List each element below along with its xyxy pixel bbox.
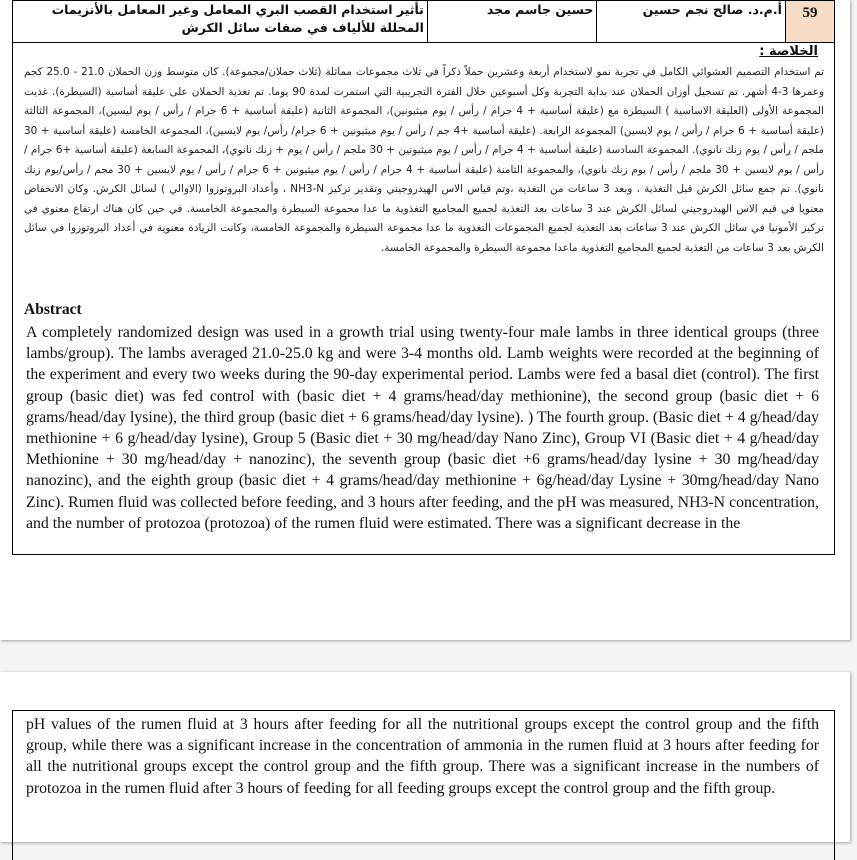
article-title: تأثير استخدام القصب البري المعامل وغير المعامل بالأنزيمات المحللة للألياف في صفات سائل الكرش xyxy=(13,1,428,43)
author-name-1: أ.م.د. صالح نجم حسين xyxy=(597,1,785,43)
arabic-abstract-body: تم استخدام التصميم العشوائي الكامل في تجربة نمو لاستخدام أربعة وعشرين حملاً ذكراً في ثلاث مجموعات مماثلة (ثلاث حملان/مجموعة). كان متوسط وزن الحملان 21.0 - 25.0 كجم وعمرها 3-4 أشهر. تم تسجيل أوزان الحملان عند بداية التجربة وكل أسبوعين خلال الفترة التجريبية التي استمرت لمدة 90 يوما. تم تغذية الحملان على عليقة أساسية (السيطرة). غذيت المجموعة الأولى (العليقة الاساسية ) السيطرة مع (عليقة أساسية + 4 جرام / رأس / يوم ميثيونين)، المجموعة الثانية (عليقة أساسية + 6 جرام / رأس / يوم ليسين)، المجموعة الثالثة (عليقة أساسية + 6 جرام / رأس / يوم لايسين) المجموعة الرابعة. (عليقة أساسية +4 جم / رأس / يوم ميثيونين + 6 جرام/ رأس/ يوم لايسين)، المجموعة الخامسة (عليقة أساسية + 30 ملجم / رأس / يوم زنك نانوي). المجموعة السادسة (عليقة أساسية + 4 جرام / رأس / يوم ميثيونين + 30 ملجم / رأس / يوم + زنك نانوي)، المجموعة السابعة (عليقة أساسية +6 جرام / رأس / يوم لايسين + 30 ملجم / رأس / يوم زنك نانوي)، والمجموعة الثامنة (عليقة أساسية + 4 جرام / رأس / يوم ميثيونين + 6 جرام / رأس / يوم لايسين + 30 مجم / رأس/يوم زنك نانوي). تم جمع سائل الكرش قبل التغذية ، وبعد 3 ساعات من التغذية ،وتم قياس الاس الهيدروجيني وتقدير تركيز NH3-N ، وأعداد البروتوزوا (الاوالي ) لسائل الكرش. وكان الانخفاض معنويا في قيم الاس الهيدروجيني لسائل الكرش عند 3 ساعات بعد التغذية لجميع المجاميع التغذوية ما عدا مجموعة السيطرة والمجموعة الخامسة. في حين كان هناك ارتفاع معنوي في تركيز الأمونيا في سائل الكرش عند 3 ساعات بعد التغذية لجميع المجموعات التغذوية ما عدا مجموعة السيطرة والمجموعة الخامسة، وكانت الزيادة معنوية في أعداد البروتوزوا في سائل الكرش بعد 3 ساعات من التغذية لجميع المجاميع التغذوية ماعدا مجموعة السيطرة والمجموعة الخامسة. xyxy=(24,66,825,254)
author-name-2: حسين جاسم مجد xyxy=(427,1,597,43)
english-abstract-continued: pH values of the rumen fluid at 3 hours after feeding for all the nutritional groups except the control group and the fifth group, while there was a significant increase in the concentration of ammonia in the rumen fluid at 3 hours after feeding for all the nutritional groups except the control group and the fifth group. There was a significant increase in the numbers of protozoa in the rumen fluid after 3 hours of feeding for all feeding groups except the control group and the fifth group. xyxy=(26,716,819,797)
english-abstract-body: A completely randomized design was used in a growth trial using twenty-four male lambs in three identical groups (three lambs/group). The lambs averaged 21.0-25.0 kg and were 3-4 months old. Lamb weights were recorded at the beginning of the experiment and every two weeks during the 90-day experimental period. Lambs were fed a basal diet (control). The first group (basic diet) was fed control with (basic diet + 4 grams/head/day methionine), the second group (basic diet + 6 grams/head/day lysine), the third group (basic diet + 6 grams/head/day lysine). ) The fourth group. (Basic diet + 4 g/head/day methionine + 6 g/head/day lysine), Group 5 (Basic diet + 30 mg/head/day Nano Zinc), Group VI (Basic diet + 4 g/head/day Methionine + 30 mg/head/day + nanozinc), the seventh group (basic diet +6 grams/head/day lysine + 30 mg/head/day nanozinc), and the eighth group (basic diet + 4 grams/head/day methionine + 6g/head/day Lysine + 30mg/head/day Nano Zinc). Rumen fluid was collected before feeding, and 3 hours after feeding, and the pH was measured, NH3-N concentration, and the number of protozoa (protozoa) of the rumen fluid were estimated. There was a significant decrease in the xyxy=(26,324,819,532)
article-header-table xyxy=(12,0,835,43)
arabic-abstract-heading: الخلاصة : xyxy=(759,44,818,59)
abstract-box xyxy=(12,43,835,555)
article-number: 59 xyxy=(785,1,834,43)
english-abstract-heading: Abstract xyxy=(24,301,82,318)
document-page-2 xyxy=(0,672,850,842)
abstract-box-continued xyxy=(12,710,835,860)
